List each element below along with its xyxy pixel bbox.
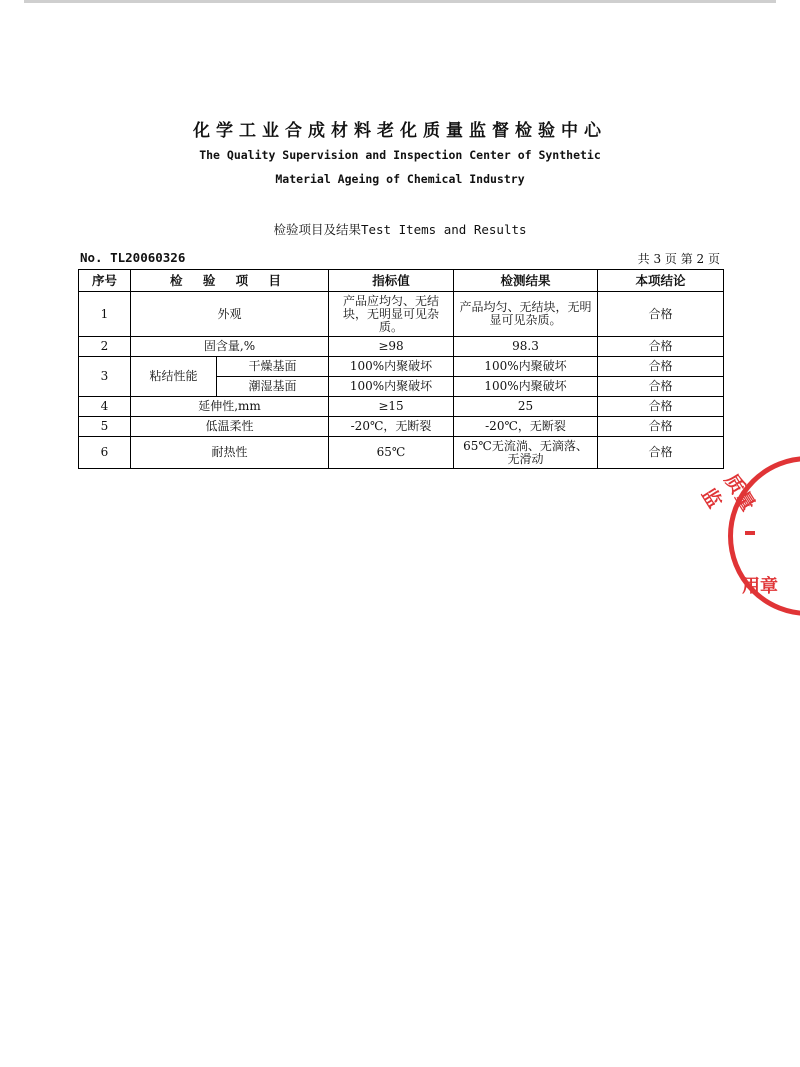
cell-item: 耐热性 (131, 437, 329, 469)
cell-result: -20℃，无断裂 (454, 417, 598, 437)
cell-standard: 65℃ (329, 437, 454, 469)
cell-item: 外观 (131, 292, 329, 337)
cell-standard: 产品应均匀、无结块，无明显可见杂质。 (329, 292, 454, 337)
header-item: 检 验 项 目 (131, 270, 329, 292)
table-row (79, 337, 724, 357)
cell-no: 1 (79, 292, 131, 337)
cell-conclusion: 合格 (598, 437, 724, 469)
header-conclusion: 本项结论 (598, 270, 724, 292)
org-title-cn: 化学工业合成材料老化质量监督检验中心 (193, 121, 607, 141)
cell-conclusion: 合格 (598, 357, 724, 377)
header-no: 序号 (79, 270, 131, 292)
seal-text-top: 质量监 (697, 470, 760, 516)
cell-standard: 100%内聚破坏 (329, 357, 454, 377)
org-title-en-line1: The Quality Supervision and Inspection Center of Synthetic (199, 148, 601, 162)
cell-conclusion: 合格 (598, 337, 724, 357)
table-row (79, 397, 724, 417)
cell-result: 100%内聚破坏 (454, 377, 598, 397)
cell-no: 6 (79, 437, 131, 469)
cell-no: 5 (79, 417, 131, 437)
cell-standard: ≥98 (329, 337, 454, 357)
cell-conclusion: 合格 (598, 417, 724, 437)
section-title: 检验项目及结果Test Items and Results (273, 222, 527, 237)
cell-standard: -20℃，无断裂 (329, 417, 454, 437)
cell-conclusion: 合格 (598, 377, 724, 397)
cell-conclusion: 合格 (598, 397, 724, 417)
top-divider (24, 0, 776, 3)
cell-item: 延伸性,mm (131, 397, 329, 417)
table-row (79, 417, 724, 437)
cell-result: 100%内聚破坏 (454, 357, 598, 377)
results-table (78, 269, 724, 469)
table-row (79, 437, 724, 469)
cell-standard: 100%内聚破坏 (329, 377, 454, 397)
cell-standard: ≥15 (329, 397, 454, 417)
cell-conclusion: 合格 (598, 292, 724, 337)
header-standard: 指标值 (329, 270, 454, 292)
org-title-en-line2: Material Ageing of Chemical Industry (275, 172, 525, 186)
cell-item: 粘结性能 (131, 357, 217, 397)
table-header-row (79, 270, 724, 292)
cell-result: 25 (454, 397, 598, 417)
cell-item: 低温柔性 (131, 417, 329, 437)
cell-subitem: 干燥基面 (217, 357, 329, 377)
table-row (79, 357, 724, 377)
cell-subitem: 潮湿基面 (217, 377, 329, 397)
page-indicator: 共 3 页 第 2 页 (637, 252, 720, 266)
cell-no: 2 (79, 337, 131, 357)
cell-no: 3 (79, 357, 131, 397)
cell-no: 4 (79, 397, 131, 417)
cell-result: 65℃无流淌、无滴落、无滑动 (454, 437, 598, 469)
cell-result: 98.3 (454, 337, 598, 357)
seal-text-bottom: 用章 (742, 576, 778, 597)
cell-result: 产品均匀、无结块，无明显可见杂质。 (454, 292, 598, 337)
report-number: No. TL20060326 (80, 250, 186, 265)
header-result: 检测结果 (454, 270, 598, 292)
seal-mark (745, 531, 755, 535)
cell-item: 固含量,% (131, 337, 329, 357)
table-row (79, 292, 724, 337)
